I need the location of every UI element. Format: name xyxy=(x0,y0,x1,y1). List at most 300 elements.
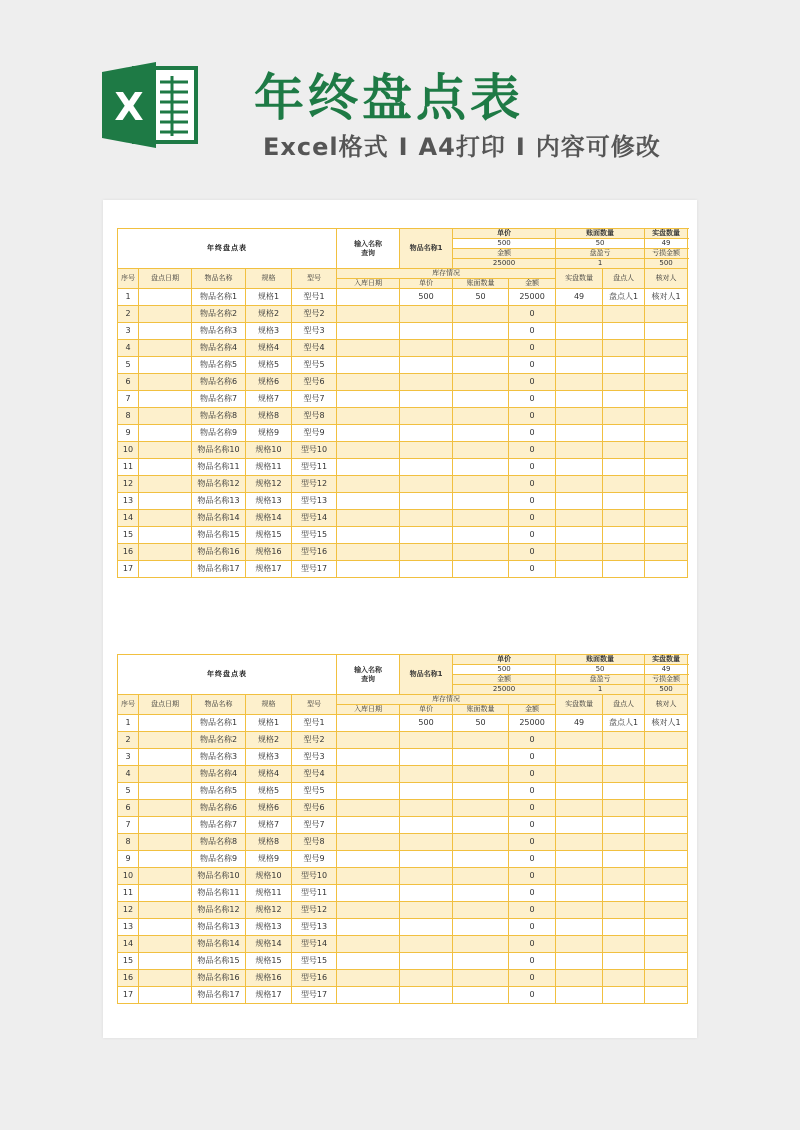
cell-spec[interactable]: 规格5 xyxy=(246,357,292,374)
cell-actual-qty[interactable] xyxy=(556,544,603,561)
cell-model[interactable]: 型号15 xyxy=(292,527,337,544)
cell-name[interactable]: 物品名称12 xyxy=(192,902,246,919)
cell-actual-qty[interactable] xyxy=(556,425,603,442)
cell-book-qty[interactable] xyxy=(453,851,509,868)
cell-name[interactable]: 物品名称1 xyxy=(192,715,246,732)
cell-spec[interactable]: 规格4 xyxy=(246,340,292,357)
cell-book-qty[interactable] xyxy=(453,749,509,766)
cell-price[interactable] xyxy=(400,885,453,902)
cell-model[interactable]: 型号13 xyxy=(292,919,337,936)
cell-date[interactable] xyxy=(139,715,192,732)
cell-in-date[interactable] xyxy=(337,936,400,953)
cell-name[interactable]: 物品名称10 xyxy=(192,868,246,885)
cell-date[interactable] xyxy=(139,953,192,970)
cell-amount[interactable]: 0 xyxy=(509,749,556,766)
cell-verifier[interactable] xyxy=(645,527,688,544)
cell-price[interactable] xyxy=(400,408,453,425)
cell-checker[interactable] xyxy=(603,851,645,868)
cell-checker[interactable] xyxy=(603,544,645,561)
cell-model[interactable]: 型号5 xyxy=(292,357,337,374)
cell-actual-qty[interactable] xyxy=(556,953,603,970)
cell-price[interactable] xyxy=(400,902,453,919)
cell-seq[interactable]: 6 xyxy=(118,374,139,391)
cell-verifier[interactable] xyxy=(645,442,688,459)
cell-spec[interactable]: 规格4 xyxy=(246,766,292,783)
cell-name[interactable]: 物品名称10 xyxy=(192,442,246,459)
cell-date[interactable] xyxy=(139,544,192,561)
cell-verifier[interactable] xyxy=(645,936,688,953)
cell-model[interactable]: 型号7 xyxy=(292,391,337,408)
cell-date[interactable] xyxy=(139,868,192,885)
cell-amount[interactable]: 0 xyxy=(509,561,556,578)
cell-amount[interactable]: 0 xyxy=(509,493,556,510)
cell-name[interactable]: 物品名称5 xyxy=(192,783,246,800)
cell-amount[interactable]: 0 xyxy=(509,766,556,783)
cell-date[interactable] xyxy=(139,800,192,817)
cell-spec[interactable]: 规格2 xyxy=(246,306,292,323)
cell-date[interactable] xyxy=(139,749,192,766)
cell-verifier[interactable] xyxy=(645,970,688,987)
cell-actual-qty[interactable] xyxy=(556,817,603,834)
cell-actual-qty[interactable] xyxy=(556,493,603,510)
cell-name[interactable]: 物品名称16 xyxy=(192,544,246,561)
cell-date[interactable] xyxy=(139,306,192,323)
cell-date[interactable] xyxy=(139,783,192,800)
cell-model[interactable]: 型号15 xyxy=(292,953,337,970)
cell-verifier[interactable] xyxy=(645,374,688,391)
cell-checker[interactable] xyxy=(603,749,645,766)
cell-name[interactable]: 物品名称9 xyxy=(192,425,246,442)
cell-amount[interactable]: 0 xyxy=(509,425,556,442)
cell-checker[interactable] xyxy=(603,817,645,834)
cell-price[interactable] xyxy=(400,374,453,391)
cell-date[interactable] xyxy=(139,732,192,749)
cell-price[interactable] xyxy=(400,357,453,374)
cell-book-qty[interactable] xyxy=(453,834,509,851)
cell-amount[interactable]: 0 xyxy=(509,527,556,544)
cell-model[interactable]: 型号17 xyxy=(292,987,337,1004)
cell-name[interactable]: 物品名称17 xyxy=(192,561,246,578)
cell-model[interactable]: 型号8 xyxy=(292,834,337,851)
cell-book-qty[interactable]: 50 xyxy=(453,289,509,306)
cell-spec[interactable]: 规格16 xyxy=(246,544,292,561)
cell-verifier[interactable] xyxy=(645,323,688,340)
cell-model[interactable]: 型号7 xyxy=(292,817,337,834)
cell-seq[interactable]: 2 xyxy=(118,306,139,323)
cell-price[interactable] xyxy=(400,323,453,340)
cell-model[interactable]: 型号4 xyxy=(292,766,337,783)
cell-spec[interactable]: 规格17 xyxy=(246,987,292,1004)
cell-book-qty[interactable] xyxy=(453,442,509,459)
cell-price[interactable] xyxy=(400,868,453,885)
cell-price[interactable] xyxy=(400,306,453,323)
cell-spec[interactable]: 规格11 xyxy=(246,459,292,476)
cell-seq[interactable]: 9 xyxy=(118,851,139,868)
cell-in-date[interactable] xyxy=(337,459,400,476)
cell-actual-qty[interactable] xyxy=(556,442,603,459)
cell-in-date[interactable] xyxy=(337,561,400,578)
cell-checker[interactable] xyxy=(603,987,645,1004)
cell-checker[interactable] xyxy=(603,936,645,953)
cell-checker[interactable] xyxy=(603,306,645,323)
cell-book-qty[interactable] xyxy=(453,459,509,476)
cell-verifier[interactable] xyxy=(645,953,688,970)
cell-spec[interactable]: 规格3 xyxy=(246,749,292,766)
cell-date[interactable] xyxy=(139,561,192,578)
cell-spec[interactable]: 规格17 xyxy=(246,561,292,578)
cell-seq[interactable]: 15 xyxy=(118,527,139,544)
cell-book-qty[interactable] xyxy=(453,919,509,936)
cell-checker[interactable] xyxy=(603,970,645,987)
cell-model[interactable]: 型号9 xyxy=(292,851,337,868)
cell-price[interactable] xyxy=(400,783,453,800)
cell-name[interactable]: 物品名称13 xyxy=(192,919,246,936)
cell-checker[interactable] xyxy=(603,783,645,800)
cell-book-qty[interactable]: 50 xyxy=(453,715,509,732)
cell-price[interactable] xyxy=(400,544,453,561)
cell-price[interactable] xyxy=(400,817,453,834)
cell-book-qty[interactable] xyxy=(453,868,509,885)
cell-amount[interactable]: 0 xyxy=(509,476,556,493)
cell-book-qty[interactable] xyxy=(453,544,509,561)
cell-date[interactable] xyxy=(139,817,192,834)
cell-model[interactable]: 型号14 xyxy=(292,510,337,527)
cell-checker[interactable] xyxy=(603,902,645,919)
cell-date[interactable] xyxy=(139,885,192,902)
cell-seq[interactable]: 14 xyxy=(118,510,139,527)
cell-checker[interactable] xyxy=(603,834,645,851)
cell-date[interactable] xyxy=(139,493,192,510)
cell-spec[interactable]: 规格10 xyxy=(246,868,292,885)
cell-amount[interactable]: 0 xyxy=(509,459,556,476)
cell-book-qty[interactable] xyxy=(453,902,509,919)
cell-model[interactable]: 型号10 xyxy=(292,868,337,885)
cell-amount[interactable]: 0 xyxy=(509,732,556,749)
cell-actual-qty[interactable] xyxy=(556,783,603,800)
cell-seq[interactable]: 8 xyxy=(118,834,139,851)
cell-spec[interactable]: 规格9 xyxy=(246,851,292,868)
cell-seq[interactable]: 4 xyxy=(118,766,139,783)
cell-amount[interactable]: 0 xyxy=(509,391,556,408)
cell-date[interactable] xyxy=(139,902,192,919)
cell-verifier[interactable] xyxy=(645,510,688,527)
cell-verifier[interactable] xyxy=(645,919,688,936)
cell-model[interactable]: 型号8 xyxy=(292,408,337,425)
cell-checker[interactable] xyxy=(603,340,645,357)
cell-seq[interactable]: 12 xyxy=(118,902,139,919)
cell-verifier[interactable] xyxy=(645,306,688,323)
cell-actual-qty[interactable] xyxy=(556,766,603,783)
cell-amount[interactable]: 0 xyxy=(509,510,556,527)
cell-actual-qty[interactable] xyxy=(556,340,603,357)
cell-verifier[interactable] xyxy=(645,391,688,408)
cell-in-date[interactable] xyxy=(337,340,400,357)
cell-book-qty[interactable] xyxy=(453,408,509,425)
cell-model[interactable]: 型号13 xyxy=(292,493,337,510)
cell-model[interactable]: 型号5 xyxy=(292,783,337,800)
cell-date[interactable] xyxy=(139,527,192,544)
cell-model[interactable]: 型号6 xyxy=(292,800,337,817)
cell-seq[interactable]: 1 xyxy=(118,289,139,306)
cell-spec[interactable]: 规格1 xyxy=(246,289,292,306)
cell-verifier[interactable] xyxy=(645,885,688,902)
cell-name[interactable]: 物品名称13 xyxy=(192,493,246,510)
cell-checker[interactable] xyxy=(603,374,645,391)
cell-spec[interactable]: 规格1 xyxy=(246,715,292,732)
cell-model[interactable]: 型号1 xyxy=(292,289,337,306)
cell-spec[interactable]: 规格11 xyxy=(246,885,292,902)
cell-book-qty[interactable] xyxy=(453,885,509,902)
query-input[interactable]: 物品名称1 xyxy=(400,229,453,269)
cell-book-qty[interactable] xyxy=(453,425,509,442)
cell-model[interactable]: 型号2 xyxy=(292,732,337,749)
cell-seq[interactable]: 4 xyxy=(118,340,139,357)
cell-checker[interactable] xyxy=(603,408,645,425)
cell-book-qty[interactable] xyxy=(453,391,509,408)
cell-date[interactable] xyxy=(139,987,192,1004)
cell-actual-qty[interactable] xyxy=(556,408,603,425)
cell-checker[interactable] xyxy=(603,493,645,510)
cell-book-qty[interactable] xyxy=(453,340,509,357)
cell-spec[interactable]: 规格12 xyxy=(246,902,292,919)
cell-seq[interactable]: 7 xyxy=(118,391,139,408)
cell-checker[interactable] xyxy=(603,391,645,408)
cell-model[interactable]: 型号3 xyxy=(292,749,337,766)
cell-in-date[interactable] xyxy=(337,902,400,919)
cell-model[interactable]: 型号4 xyxy=(292,340,337,357)
cell-name[interactable]: 物品名称8 xyxy=(192,834,246,851)
cell-model[interactable]: 型号12 xyxy=(292,902,337,919)
cell-amount[interactable]: 0 xyxy=(509,868,556,885)
cell-in-date[interactable] xyxy=(337,476,400,493)
cell-book-qty[interactable] xyxy=(453,936,509,953)
cell-price[interactable] xyxy=(400,340,453,357)
cell-actual-qty[interactable]: 49 xyxy=(556,715,603,732)
cell-book-qty[interactable] xyxy=(453,374,509,391)
cell-name[interactable]: 物品名称15 xyxy=(192,953,246,970)
cell-in-date[interactable] xyxy=(337,817,400,834)
cell-price[interactable] xyxy=(400,834,453,851)
cell-seq[interactable]: 17 xyxy=(118,561,139,578)
cell-amount[interactable]: 0 xyxy=(509,987,556,1004)
cell-in-date[interactable] xyxy=(337,800,400,817)
cell-in-date[interactable] xyxy=(337,493,400,510)
cell-actual-qty[interactable] xyxy=(556,970,603,987)
cell-in-date[interactable] xyxy=(337,834,400,851)
cell-spec[interactable]: 规格8 xyxy=(246,834,292,851)
cell-actual-qty[interactable] xyxy=(556,732,603,749)
cell-amount[interactable]: 0 xyxy=(509,340,556,357)
cell-book-qty[interactable] xyxy=(453,510,509,527)
cell-in-date[interactable] xyxy=(337,970,400,987)
cell-in-date[interactable] xyxy=(337,544,400,561)
cell-seq[interactable]: 5 xyxy=(118,783,139,800)
cell-book-qty[interactable] xyxy=(453,561,509,578)
cell-actual-qty[interactable] xyxy=(556,902,603,919)
cell-in-date[interactable] xyxy=(337,732,400,749)
cell-actual-qty[interactable]: 49 xyxy=(556,289,603,306)
cell-price[interactable]: 500 xyxy=(400,289,453,306)
cell-seq[interactable]: 10 xyxy=(118,442,139,459)
cell-actual-qty[interactable] xyxy=(556,374,603,391)
cell-price[interactable] xyxy=(400,476,453,493)
cell-price[interactable] xyxy=(400,800,453,817)
cell-actual-qty[interactable] xyxy=(556,885,603,902)
cell-checker[interactable] xyxy=(603,476,645,493)
cell-model[interactable]: 型号11 xyxy=(292,885,337,902)
cell-book-qty[interactable] xyxy=(453,493,509,510)
cell-actual-qty[interactable] xyxy=(556,527,603,544)
cell-verifier[interactable] xyxy=(645,340,688,357)
cell-price[interactable] xyxy=(400,919,453,936)
cell-verifier[interactable] xyxy=(645,476,688,493)
cell-price[interactable] xyxy=(400,442,453,459)
cell-in-date[interactable] xyxy=(337,391,400,408)
cell-amount[interactable]: 0 xyxy=(509,970,556,987)
cell-seq[interactable]: 8 xyxy=(118,408,139,425)
cell-verifier[interactable] xyxy=(645,902,688,919)
cell-verifier[interactable] xyxy=(645,561,688,578)
cell-amount[interactable]: 0 xyxy=(509,936,556,953)
cell-seq[interactable]: 7 xyxy=(118,817,139,834)
cell-actual-qty[interactable] xyxy=(556,391,603,408)
cell-checker[interactable] xyxy=(603,732,645,749)
cell-verifier[interactable] xyxy=(645,766,688,783)
cell-spec[interactable]: 规格15 xyxy=(246,953,292,970)
cell-spec[interactable]: 规格14 xyxy=(246,936,292,953)
cell-actual-qty[interactable] xyxy=(556,800,603,817)
cell-seq[interactable]: 14 xyxy=(118,936,139,953)
cell-price[interactable] xyxy=(400,851,453,868)
cell-seq[interactable]: 16 xyxy=(118,544,139,561)
cell-verifier[interactable] xyxy=(645,817,688,834)
cell-book-qty[interactable] xyxy=(453,783,509,800)
cell-verifier[interactable] xyxy=(645,868,688,885)
cell-spec[interactable]: 规格5 xyxy=(246,783,292,800)
cell-price[interactable] xyxy=(400,987,453,1004)
cell-model[interactable]: 型号11 xyxy=(292,459,337,476)
cell-book-qty[interactable] xyxy=(453,732,509,749)
cell-name[interactable]: 物品名称5 xyxy=(192,357,246,374)
cell-in-date[interactable] xyxy=(337,766,400,783)
cell-name[interactable]: 物品名称4 xyxy=(192,340,246,357)
cell-verifier[interactable] xyxy=(645,749,688,766)
cell-model[interactable]: 型号14 xyxy=(292,936,337,953)
cell-actual-qty[interactable] xyxy=(556,919,603,936)
cell-seq[interactable]: 16 xyxy=(118,970,139,987)
cell-spec[interactable]: 规格10 xyxy=(246,442,292,459)
cell-spec[interactable]: 规格7 xyxy=(246,817,292,834)
cell-actual-qty[interactable] xyxy=(556,323,603,340)
cell-seq[interactable]: 5 xyxy=(118,357,139,374)
cell-price[interactable] xyxy=(400,732,453,749)
cell-model[interactable]: 型号16 xyxy=(292,544,337,561)
cell-name[interactable]: 物品名称3 xyxy=(192,323,246,340)
cell-amount[interactable]: 0 xyxy=(509,817,556,834)
cell-date[interactable] xyxy=(139,970,192,987)
cell-seq[interactable]: 3 xyxy=(118,323,139,340)
cell-spec[interactable]: 规格14 xyxy=(246,510,292,527)
cell-actual-qty[interactable] xyxy=(556,306,603,323)
cell-verifier[interactable] xyxy=(645,800,688,817)
cell-in-date[interactable] xyxy=(337,306,400,323)
cell-spec[interactable]: 规格9 xyxy=(246,425,292,442)
cell-date[interactable] xyxy=(139,834,192,851)
cell-verifier[interactable]: 核对人1 xyxy=(645,715,688,732)
cell-name[interactable]: 物品名称11 xyxy=(192,459,246,476)
cell-model[interactable]: 型号3 xyxy=(292,323,337,340)
cell-amount[interactable]: 0 xyxy=(509,902,556,919)
cell-amount[interactable]: 0 xyxy=(509,306,556,323)
cell-spec[interactable]: 规格6 xyxy=(246,374,292,391)
cell-verifier[interactable] xyxy=(645,987,688,1004)
cell-name[interactable]: 物品名称12 xyxy=(192,476,246,493)
cell-actual-qty[interactable] xyxy=(556,561,603,578)
cell-checker[interactable] xyxy=(603,357,645,374)
cell-amount[interactable]: 0 xyxy=(509,834,556,851)
cell-in-date[interactable] xyxy=(337,851,400,868)
cell-spec[interactable]: 规格12 xyxy=(246,476,292,493)
cell-actual-qty[interactable] xyxy=(556,476,603,493)
cell-date[interactable] xyxy=(139,919,192,936)
cell-seq[interactable]: 10 xyxy=(118,868,139,885)
cell-actual-qty[interactable] xyxy=(556,357,603,374)
cell-actual-qty[interactable] xyxy=(556,936,603,953)
cell-amount[interactable]: 0 xyxy=(509,374,556,391)
cell-date[interactable] xyxy=(139,391,192,408)
cell-verifier[interactable] xyxy=(645,834,688,851)
cell-name[interactable]: 物品名称6 xyxy=(192,374,246,391)
cell-price[interactable] xyxy=(400,561,453,578)
cell-in-date[interactable] xyxy=(337,323,400,340)
cell-seq[interactable]: 6 xyxy=(118,800,139,817)
cell-model[interactable]: 型号2 xyxy=(292,306,337,323)
cell-checker[interactable] xyxy=(603,953,645,970)
cell-seq[interactable]: 9 xyxy=(118,425,139,442)
cell-price[interactable] xyxy=(400,510,453,527)
cell-spec[interactable]: 规格15 xyxy=(246,527,292,544)
cell-date[interactable] xyxy=(139,510,192,527)
cell-amount[interactable]: 25000 xyxy=(509,715,556,732)
cell-price[interactable]: 500 xyxy=(400,715,453,732)
cell-model[interactable]: 型号1 xyxy=(292,715,337,732)
cell-in-date[interactable] xyxy=(337,374,400,391)
cell-in-date[interactable] xyxy=(337,783,400,800)
cell-model[interactable]: 型号9 xyxy=(292,425,337,442)
cell-checker[interactable] xyxy=(603,766,645,783)
cell-in-date[interactable] xyxy=(337,510,400,527)
cell-spec[interactable]: 规格2 xyxy=(246,732,292,749)
cell-amount[interactable]: 0 xyxy=(509,408,556,425)
cell-verifier[interactable] xyxy=(645,544,688,561)
cell-date[interactable] xyxy=(139,459,192,476)
cell-verifier[interactable] xyxy=(645,425,688,442)
cell-book-qty[interactable] xyxy=(453,953,509,970)
cell-checker[interactable] xyxy=(603,561,645,578)
cell-spec[interactable]: 规格6 xyxy=(246,800,292,817)
cell-checker[interactable] xyxy=(603,919,645,936)
cell-amount[interactable]: 0 xyxy=(509,544,556,561)
query-input[interactable]: 物品名称1 xyxy=(400,655,453,695)
cell-amount[interactable]: 0 xyxy=(509,783,556,800)
cell-amount[interactable]: 0 xyxy=(509,800,556,817)
cell-verifier[interactable] xyxy=(645,732,688,749)
cell-seq[interactable]: 12 xyxy=(118,476,139,493)
cell-book-qty[interactable] xyxy=(453,970,509,987)
cell-amount[interactable]: 0 xyxy=(509,885,556,902)
cell-spec[interactable]: 规格8 xyxy=(246,408,292,425)
cell-model[interactable]: 型号17 xyxy=(292,561,337,578)
